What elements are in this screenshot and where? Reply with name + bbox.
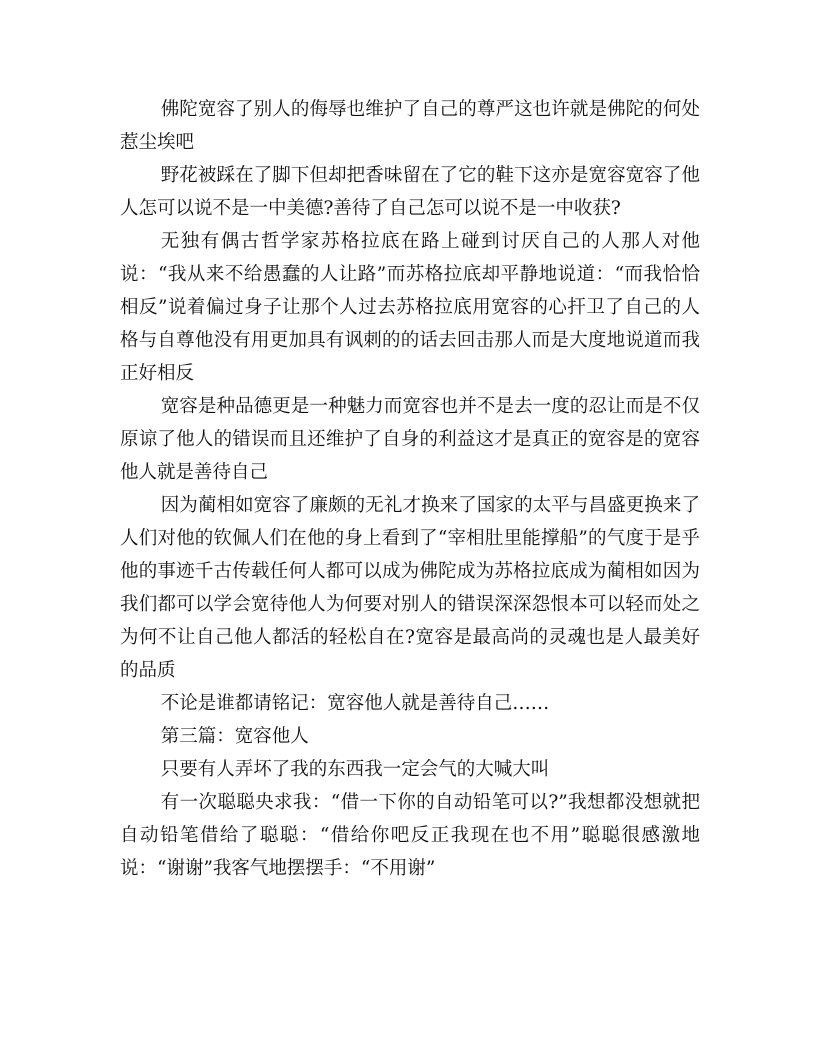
paragraph-lin-xiangru: 因为蔺相如宽容了廉颇的无礼才换来了国家的太平与昌盛更换来了人们对他的钦佩人们在他的身上看到了“宰相肚里能撑船”的气度于是乎他的事迹千古传载任何人都可以成为佛陀成为苏格拉底成为蔺相如因为我们都可以学会宽待他人为何要对别人的错误深深怨恨本可以轻而处之为何不让自己他人都活的轻松自在?宽容是最高尚的灵魂也是人最美好的品质 [120, 495, 700, 681]
paragraph-broken-things: 只要有人弄坏了我的东西我一定会气的大喊大叫 [160, 759, 550, 780]
paragraph-socrates: 无独有偶古哲学家苏格拉底在路上碰到讨厌自己的人那人对他说：“我从来不给愚蠢的人让路”而苏格拉底却平静地说道：“而我恰恰相反”说着偏过身子让那个人过去苏格拉底用宽容的心扞卫了自己的人格与自尊他没有用更加具有讽刺的的话去回击那人而是大度地说道而我正好相反 [120, 231, 700, 384]
section-heading-third: 第三篇：宽容他人 [160, 726, 309, 747]
document-body [120, 93, 700, 885]
paragraph-buddha-tolerance: 佛陀宽容了别人的侮辱也维护了自己的尊严这也许就是佛陀的何处惹尘埃吧 [120, 99, 700, 153]
paragraph-pencil-story: 有一次聪聪央求我：“借一下你的自动铅笔可以?”我想都没想就把自动铅笔借给了聪聪：“借给你吧反正我现在也不用”聪聪很感激地说：“谢谢”我客气地摆摆手：“不用谢” [120, 792, 700, 879]
paragraph-wildflower: 野花被踩在了脚下但却把香味留在了它的鞋下这亦是宽容宽容了他人怎可以说不是一中美德?善待了自己怎可以说不是一中收获? [120, 165, 700, 219]
paragraph-tolerance-virtue: 宽容是种品德更是一种魅力而宽容也并不是去一度的忍让而是不仅原谅了他人的错误而且还维护了自身的利益这才是真正的宽容是的宽容他人就是善待自己 [120, 396, 700, 483]
paragraph-remember: 不论是谁都请铭记：宽容他人就是善待自己…… [160, 693, 550, 714]
